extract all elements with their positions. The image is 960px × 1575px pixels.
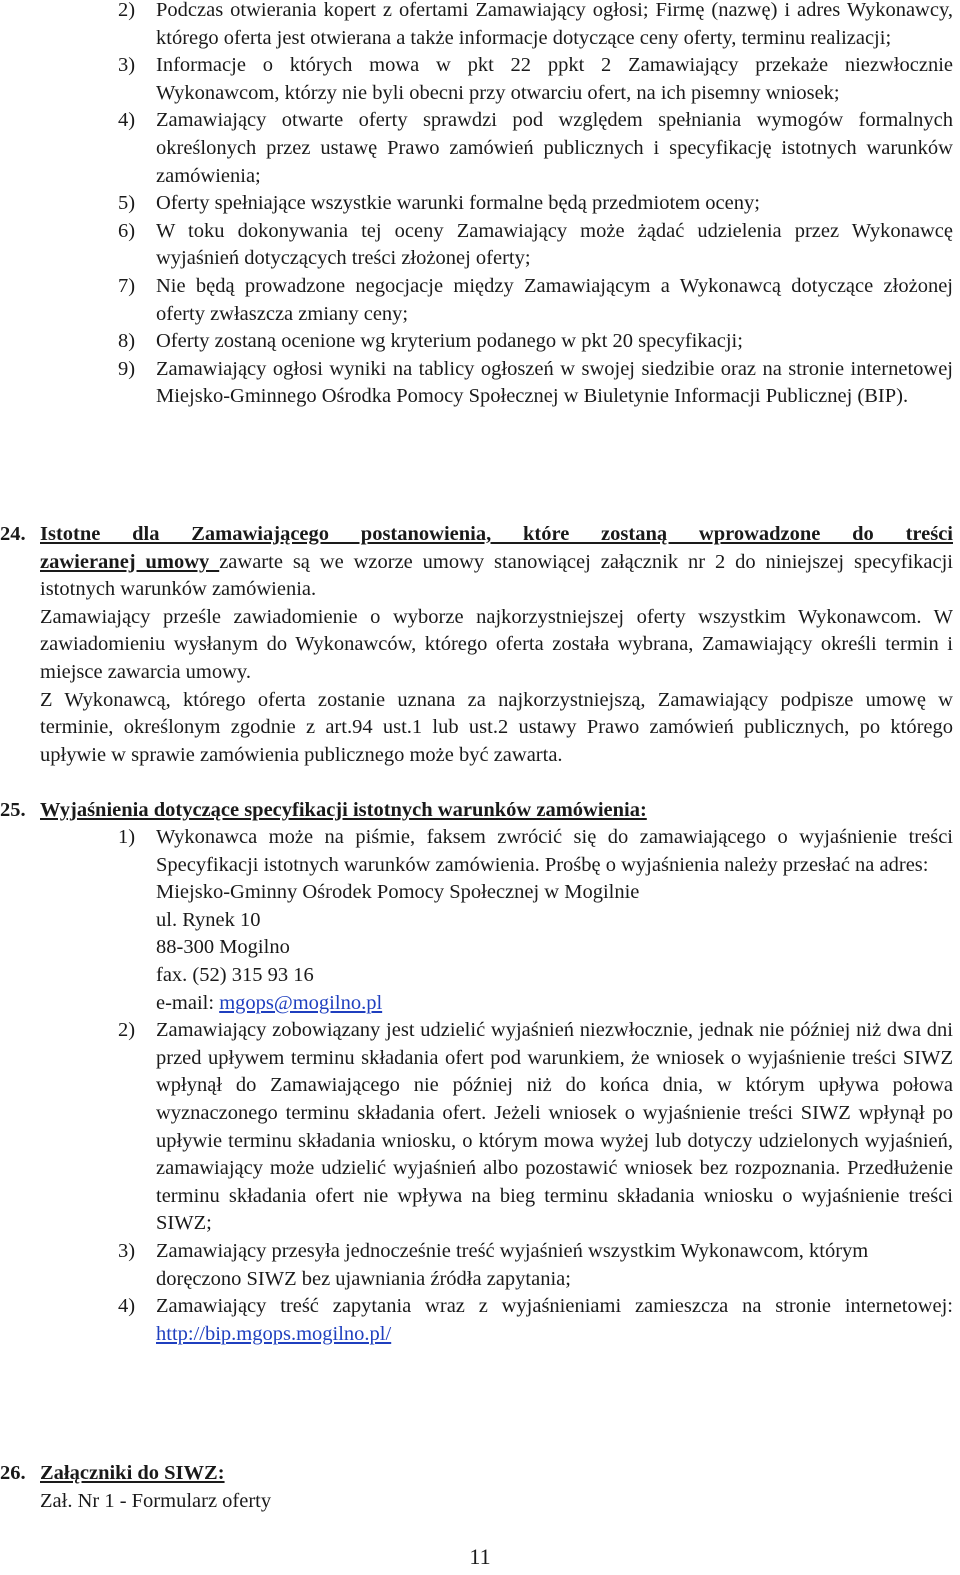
section-title-continued: zawieranej umowy xyxy=(40,550,220,573)
attachment-item: Zał. Nr 1 - Formularz oferty xyxy=(40,1489,272,1512)
list-item xyxy=(118,824,953,1017)
list-item-number: 3) xyxy=(118,54,136,77)
list-item-text-part: Zamawiający treść zapytania wraz z wyjaśnieniami zamieszcza na stronie internetowej: xyxy=(156,1295,953,1318)
list-item xyxy=(118,0,953,52)
list-item-text: Zamawiający otwarte oferty sprawdzi pod względem spełniania wymogów formalnych określonych przez ustawę Prawo zamówień publicznych i specyfikację istotnych warunków zamówienia; xyxy=(156,109,953,187)
list-item xyxy=(118,328,953,356)
email-label: e-mail: xyxy=(156,991,220,1014)
page-number: 11 xyxy=(469,1544,491,1569)
section-number: 26. xyxy=(0,1462,26,1484)
list-item-text: Zamawiający ogłosi wyniki na tablicy ogłoszeń w swojej siedzibie oraz na stronie internetowej Miejsko-Gminnego Ośrodka Pomocy Społecznej w Biuletynie Informacji Publicznej (BIP). xyxy=(156,357,953,408)
list-item-number: 2) xyxy=(118,1019,136,1042)
list-item-number: 7) xyxy=(118,274,136,297)
section-number: 24. xyxy=(0,523,26,545)
section-paragraph: Z Wykonawcą, którego oferta zostanie uznana za najkorzystniejszą, Zamawiający podpisze umowę w terminie, określonym zgodnie z art.94 ust.1 lub ust.2 ustawy Prawo zamówień publicznych, po którego upływie w sprawie zamówienia publicznego może być zawarta. xyxy=(40,688,953,766)
list-item xyxy=(118,107,953,190)
section-number: 25. xyxy=(0,799,26,821)
list-item-text: W toku dokonywania tej oceny Zamawiający może żądać udzielenia przez Wykonawcę wyjaśnień dotyczących treści złożonej oferty; xyxy=(156,219,953,270)
list-item-text: Oferty spełniające wszystkie warunki formalne będą przedmiotem oceny; xyxy=(156,192,760,215)
list-item-text xyxy=(156,1293,953,1348)
address-line: Miejsko-Gminny Ośrodek Pomocy Społecznej w Mogilnie xyxy=(156,881,640,904)
list-item-number: 6) xyxy=(118,219,136,242)
section-heading xyxy=(0,797,953,825)
section-25 xyxy=(0,797,953,825)
list-item xyxy=(118,356,953,411)
section-25-list xyxy=(118,824,953,1348)
list-item xyxy=(118,190,953,218)
section-paragraph: Zamawiający prześle zawiadomienie o wyborze najkorzystniejszej oferty wszystkim Wykonawcom. W zawiadomieniu wysłanym do Wykonawców, którego oferta została wybrana, Zamawiający określi termin i miejsce zawarcia umowy. xyxy=(40,605,953,683)
section-24 xyxy=(0,521,953,769)
list-item-number: 2) xyxy=(118,0,136,21)
list-item-number: 8) xyxy=(118,330,136,353)
list-item-text: Oferty zostaną ocenione wg kryterium podanego w pkt 20 specyfikacji; xyxy=(156,330,743,353)
list-item xyxy=(118,273,953,328)
section-23-list xyxy=(118,0,953,411)
list-item-text: Zamawiający zobowiązany jest udzielić wyjaśnień niezwłocznie, jednak nie później niż dwa dni przed upływem terminu składania ofert pod warunkiem, że wniosek o wyjaśnienie treści SIWZ wpłynął do Zamawiającego nie później niż do końca dnia, w którym upływa połowa wyznaczonego terminu składania ofert. Jeżeli wniosek o wyjaśnienie treści SIWZ wpłynął po upływie terminu składania wniosku, o którym mowa wyżej lub dotyczy udzielonych wyjaśnień, zamawiający może udzielić wyjaśnień albo pozostawić wniosek bez rozpoznania. Przedłużenie terminu składania ofert nie wpływa na bieg terminu składania wniosku o wyjaśnienie treści SIWZ; xyxy=(156,1019,953,1235)
list-item xyxy=(118,1238,953,1293)
list-item-number: 1) xyxy=(118,826,136,848)
list-item xyxy=(118,218,953,273)
list-item-number: 3) xyxy=(118,1239,136,1262)
address-line: ul. Rynek 10 xyxy=(156,908,261,931)
list-item-text: Nie będą prowadzone negocjacje między Zamawiającym a Wykonawcą dotyczące złożonej oferty zwłaszcza zmiany ceny; xyxy=(156,274,953,325)
list-item-number: 4) xyxy=(118,109,136,132)
section-title: Istotne dla Zamawiającego postanowienia, które zostaną wprowadzone do treści xyxy=(40,523,953,545)
list-item-text: Zamawiający przesyła jednocześnie treść wyjaśnień wszystkim Wykonawcom, którym doręczono SIWZ bez ujawniania źródła zapytania; xyxy=(156,1239,869,1290)
list-item-number: 5) xyxy=(118,192,136,215)
section-title: Załączniki do SIWZ: xyxy=(40,1462,225,1484)
email-link[interactable]: mgops@mogilno.pl xyxy=(219,991,383,1014)
list-item xyxy=(118,1293,953,1348)
section-title: Wyjaśnienia dotyczące specyfikacji istotnych warunków zamówienia: xyxy=(40,799,647,821)
list-item-text: Podczas otwierania kopert z ofertami Zamawiający ogłosi; Firmę (nazwę) i adres Wykonawcy, którego oferta jest otwierana a także informacje dotyczące ceny oferty, terminu realizacji; xyxy=(156,0,953,49)
list-item-text: Informacje o których mowa w pkt 22 ppkt 2 Zamawiający przekaże niezwłocznie Wykonawcom, którzy nie byli obecni przy otwarciu ofert, na ich pisemny wniosek; xyxy=(156,54,953,104)
list-item-number: 9) xyxy=(118,357,136,380)
list-item xyxy=(118,1017,953,1238)
section-heading xyxy=(0,1460,953,1488)
section-paragraph xyxy=(40,549,953,604)
section-26 xyxy=(0,1460,953,1515)
list-item xyxy=(118,52,953,107)
list-item-text: Wykonawca może na piśmie, faksem zwrócić się do zamawiającego o wyjaśnienie treści Specyfikacji istotnych warunków zamówienia. Prośbę o wyjaśnienia należy przesłać na adres: xyxy=(156,826,953,876)
section-title-rest: zawarte są we wzorze umowy stanowiącej załącznik nr 2 do niniejszej specyfikacji istotnych warunków zamówienia. xyxy=(40,550,954,601)
section-heading xyxy=(0,521,953,549)
website-link[interactable]: http://bip.mgops.mogilno.pl/ xyxy=(156,1322,392,1345)
email-line xyxy=(156,990,953,1018)
list-item-number: 4) xyxy=(118,1295,136,1318)
address-line: fax. (52) 315 93 16 xyxy=(156,963,314,986)
section-body xyxy=(0,549,953,770)
address-line: 88-300 Mogilno xyxy=(156,936,290,959)
